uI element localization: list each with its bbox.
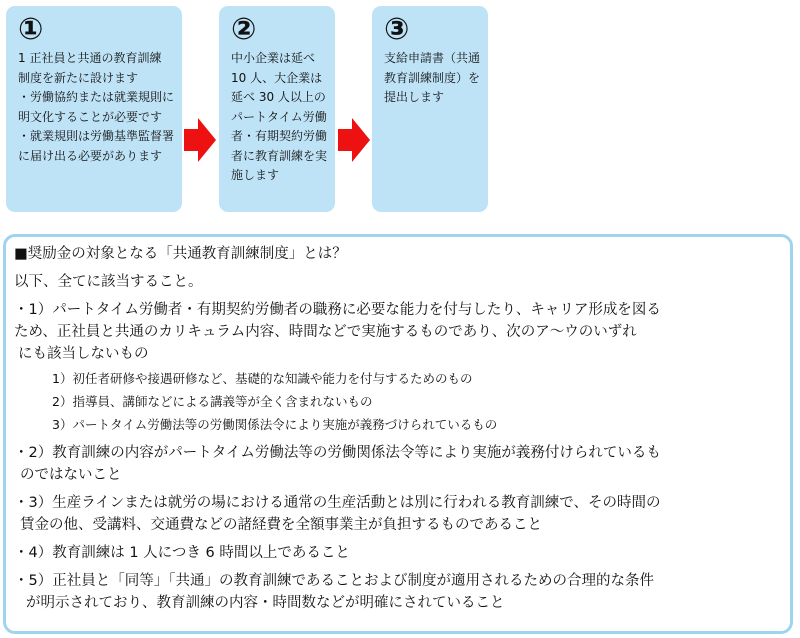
criteria-line: ・5）正社員と「同等」「共通」の教育訓練であることおよび制度が適用されるための合理的な条件 (14, 573, 654, 589)
step-box-1 (6, 6, 182, 212)
step-line: ・就業規則は労働基準監督署 (18, 129, 175, 143)
criteria-line: ・3）生産ラインまたは就労の場における通常の生産活動とは別に行われる教育訓練で、その時間の (14, 495, 661, 511)
step-number: ③ (384, 12, 409, 47)
exclusion-item: 2）指導員、講師などによる講義等が全く含まれないもの (52, 394, 373, 409)
step-line: 者に教育訓練を実 (231, 148, 328, 163)
step-line: 中小企業は延べ (231, 51, 316, 65)
step-text (231, 49, 328, 186)
step-line: 教育訓練制度）を (384, 70, 481, 85)
step-text (18, 49, 175, 166)
criteria-item-5 (14, 570, 782, 614)
criteria-line: 賃金の他、受講料、交通費などの諸経費を全額事業主が負担するものであること (20, 517, 542, 533)
step-line: 者・有期契約労働 (231, 129, 328, 143)
eligibility-info-box (3, 234, 793, 634)
info-heading: ■奨励金の対象となる「共通教育訓練制度」とは？ (14, 246, 347, 262)
step-line: 1 正社員と共通の教育訓練 (18, 51, 162, 65)
criteria-item-3 (14, 492, 782, 536)
step-line: 延べ 30 人以上の (231, 90, 326, 104)
exclusion-item: 3）パートタイム労働法等の労働関係法令により実施が義務づけられているもの (52, 417, 498, 432)
step-line: 明文化することが必要です (18, 109, 163, 124)
step-line: パートタイム労働 (231, 109, 327, 124)
exclusion-list (14, 367, 782, 436)
criteria-line: ・4）教育訓練は 1 人につき 6 時間以上であること (14, 545, 350, 561)
step-line: ・労働協約または就業規則に (18, 90, 175, 104)
step-line: 支給申請書（共通 (384, 51, 481, 65)
step-line: 提出します (384, 90, 445, 104)
step-text (384, 49, 481, 108)
criteria-item-1 (14, 299, 782, 436)
step-number: ① (18, 12, 43, 47)
exclusion-item: 1）初任者研修や接遇研修など、基礎的な知識や能力を付与するためのもの (52, 371, 473, 386)
step-box-2 (219, 6, 335, 212)
criteria-item-4 (14, 542, 782, 564)
criteria-line: のではないこと (20, 467, 122, 483)
criteria-line: ・1）パートタイム労働者・有期契約労働者の職務に必要な能力を付与したり、キャリア形成を図る (14, 302, 661, 318)
criteria-line: にも該当しないもの (18, 346, 149, 362)
criteria-item-2 (14, 442, 782, 486)
step-box-3 (372, 6, 488, 212)
step-line: に届け出る必要があります (18, 148, 163, 163)
step-number: ② (231, 12, 256, 47)
criteria-line: ため、正社員と共通のカリキュラム内容、時間などで実施するものであり、次のア～ウのいずれ (14, 324, 637, 340)
step-line: 制度を新たに設けます (18, 70, 139, 85)
step-line: 施します (231, 168, 280, 182)
info-intro: 以下、全てに該当すること。 (14, 274, 203, 290)
step-line: 10 人、大企業は (231, 70, 323, 85)
criteria-line: が明示されており、教育訓練の内容・時間数などが明確にされていること (26, 595, 505, 611)
criteria-line: ・2）教育訓練の内容がパートタイム労働法等の労働関係法令等により実施が義務付けられているも (14, 445, 661, 461)
